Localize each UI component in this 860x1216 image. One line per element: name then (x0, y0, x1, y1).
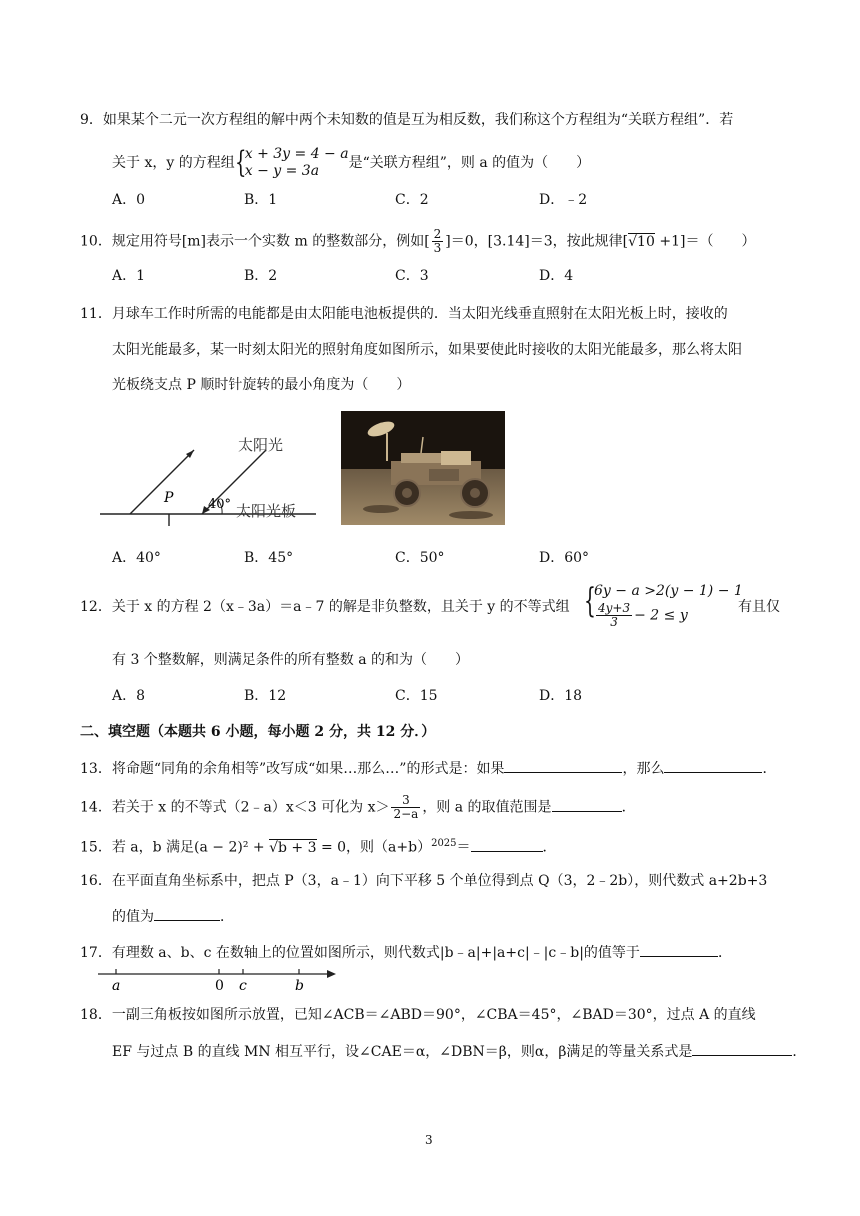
q15-mid: = 0，则（a+b） (316, 839, 432, 856)
q16-blank[interactable] (154, 906, 220, 921)
q15-pre: 15．若 a，b 满足(a − 2)² + (80, 839, 270, 856)
q17-line (80, 942, 732, 963)
q14-fraction (391, 794, 420, 821)
q9-eq1: x + 3y = 4 − a (244, 146, 349, 162)
q12-option-b: B．12 (244, 688, 287, 704)
q14-pre: 14．若关于 x 的不等式（2﹣a）x＜3 可化为 x＞ (80, 799, 390, 816)
q12-ineq2-num: 4y+3 (598, 601, 631, 615)
q9-option-a: A．0 (112, 192, 146, 208)
label-0: 0 (215, 978, 224, 994)
lunar-rover-photo (341, 411, 505, 525)
q13-pre: 13．将命题“同角的余角相等”改写成“如果…那么…”的形式是：如果 (80, 761, 505, 777)
q12-inequality-system (584, 582, 743, 629)
q9-line2-post: 是“关联方程组”，则 a 的值为（ ） (348, 155, 591, 171)
q15-end: ． (542, 839, 557, 856)
q12-brace: { (584, 581, 596, 621)
panel-label: 太阳光板 (236, 502, 297, 520)
q17-number-line (96, 964, 346, 994)
q17-blank[interactable] (640, 942, 718, 957)
q16-line2-text: 的值为 (112, 909, 154, 925)
q12-ineq2-post: − 2 ≤ y (634, 607, 688, 624)
q17-pre: 17．有理数 a、b、c 在数轴上的位置如图所示，则代数式|b﹣a|+|a+c|﹣|c﹣b|的值等于 (80, 945, 640, 961)
q18-line1: 18．一副三角板按如图所示放置，已知∠ACB＝∠ABD＝90°，∠CBA＝45°，∠BAD＝30°，过点 A 的直线 (80, 1007, 756, 1023)
q13-mid: ，那么 (622, 761, 665, 777)
q10-frac-num: 2 (433, 227, 442, 241)
q12-option-d: D．18 (539, 688, 583, 704)
q15-blank[interactable] (471, 837, 543, 852)
q9-line2-pre: 关于 x，y 的方程组 (112, 155, 235, 171)
q10-pre: 10．规定用符号[m]表示一个实数 m 的整数部分，例如[ (80, 233, 430, 250)
q16-line2 (112, 906, 234, 927)
label-b: b (295, 978, 304, 994)
q12-option-a: A．8 (112, 688, 146, 704)
section2-title: 二、填空题（本题共 6 小题，每小题 2 分，共 12 分．） (80, 724, 436, 740)
q13-blank-2[interactable] (664, 758, 762, 773)
q18-line2 (112, 1041, 806, 1062)
sun-ray-1 (130, 450, 194, 514)
number-line-arrow (327, 970, 336, 978)
q11-option-a: A．40° (112, 550, 161, 566)
q12-line2: 有 3 个整数解，则满足条件的所有整数 a 的和为（ ） (112, 652, 470, 668)
q17-end: ． (717, 945, 732, 961)
q12-option-c: C．15 (395, 688, 438, 704)
label-c: c (239, 978, 247, 994)
q10-mid: ]＝0，[3.14]＝3，按此规律[ (445, 233, 629, 250)
q11-option-c: C．50° (395, 550, 445, 566)
q9-line1: 9．如果某个二元一次方程组的解中两个未知数的值是互为相反数，我们称这个方程组为“关联方程组”．若 (80, 112, 734, 128)
q15-post: ＝ (456, 839, 471, 856)
q9-eq2: x − y = 3a (244, 163, 320, 179)
q18-blank[interactable] (692, 1041, 792, 1056)
q10-line (80, 228, 755, 255)
q12-post: 有且仅 (738, 599, 780, 615)
q10-option-b: B．2 (244, 268, 278, 284)
q11-sunlight-diagram (96, 418, 316, 528)
q10-option-c: C．3 (395, 268, 429, 284)
q12-ineq2 (584, 602, 743, 629)
q15-line (80, 834, 557, 858)
q10-post: +1]＝（ ） (654, 233, 756, 250)
q10-fraction (432, 228, 444, 255)
page-number: 3 (425, 1133, 433, 1147)
q12-ineq2-den: 3 (610, 615, 618, 629)
q16-line1: 16．在平面直角坐标系中，把点 P（3，a﹣1）向下平移 5 个单位得到点 Q（3，2﹣2b），则代数式 a+2b+3 (80, 873, 768, 889)
q9-option-d: D．﹣2 (539, 192, 588, 208)
q14-line (80, 794, 636, 821)
q12-ineq1: 6y − a >2(y − 1) − 1 (594, 583, 743, 599)
q16-end: ． (220, 909, 234, 925)
q9-equation-system: { x + 3y = 4 − a x − y = 3a (234, 145, 349, 180)
q9-option-c: C．2 (395, 192, 429, 208)
label-a: a (112, 978, 121, 994)
q18-end: ． (792, 1044, 807, 1060)
q18-line2-text: EF 与过点 B 的直线 MN 相互平行，设∠CAE＝α，∠DBN＝β，则α，β满足的等量关系式是 (112, 1044, 693, 1060)
q11-line2: 太阳光能最多，某一时刻太阳光的照射角度如图所示，如果要使此时接收的太阳光能最多，那么将太阳 (112, 342, 742, 358)
q11-option-d: D．60° (539, 550, 590, 566)
q14-end: ． (621, 799, 636, 816)
q9-line2 (112, 146, 590, 180)
q14-blank[interactable] (552, 797, 622, 812)
q14-frac-den: 2−a (393, 807, 419, 821)
q13-post: ． (762, 761, 777, 777)
q15-sqrt: √b + 3 (269, 839, 317, 856)
q10-option-d: D．4 (539, 268, 574, 284)
q12-ineq2-frac (596, 602, 632, 629)
q15-exponent: 2025 (431, 838, 457, 849)
point-p-label: P (164, 490, 174, 506)
q10-sqrt: √10 (628, 233, 655, 250)
q10-option-a: A．1 (112, 268, 146, 284)
q11-line3: 光板绕支点 P 顺时针旋转的最小角度为（ ） (112, 377, 411, 393)
q11-option-b: B．45° (244, 550, 294, 566)
angle-label: 40° (208, 497, 232, 512)
q13-blank-1[interactable] (504, 758, 622, 773)
q12-pre: 12．关于 x 的方程 2（x﹣3a）＝a﹣7 的解是非负整数，且关于 y 的不等式组 (80, 599, 570, 615)
q10-frac-den: 3 (433, 241, 442, 255)
q14-post: ，则 a 的取值范围是 (422, 799, 552, 816)
sunlight-label: 太阳光 (238, 436, 284, 454)
q14-frac-num: 3 (391, 794, 420, 808)
q9-option-b: B．1 (244, 192, 278, 208)
q11-line1: 11．月球车工作时所需的电能都是由太阳能电池板提供的．当太阳光线垂直照射在太阳光板上时，接收的 (80, 306, 728, 322)
q13-line (80, 758, 776, 779)
